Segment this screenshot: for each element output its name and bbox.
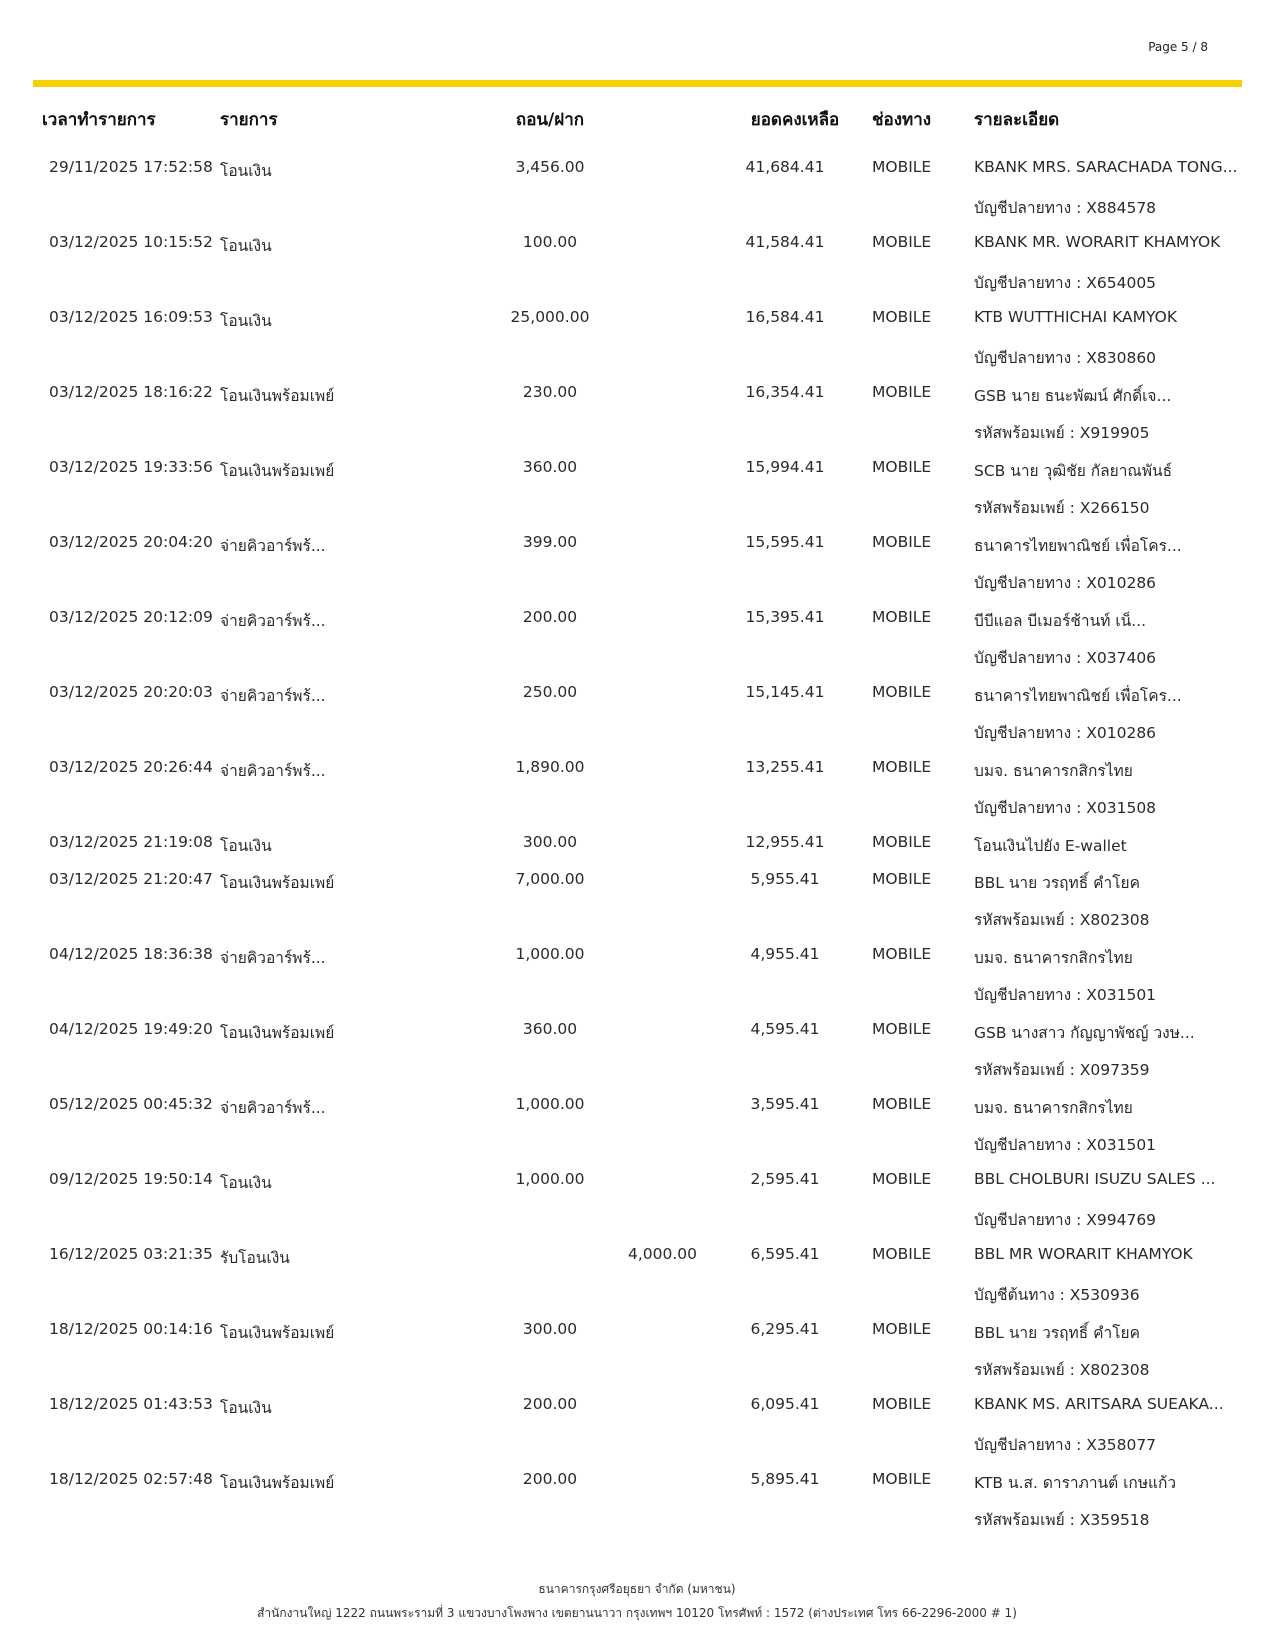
row-balance: 6,295.41 [750, 1320, 820, 1338]
row-balance: 15,145.41 [745, 683, 825, 701]
table-row [0, 750, 1274, 825]
row-item: โอนเงิน [220, 162, 272, 180]
row-detail-account: รหัสพร้อมเพย์ : X802308 [974, 911, 1150, 929]
row-channel: MOBILE [872, 1170, 932, 1188]
row-detail: GSB นาย ธนะพัฒน์ ศักดิ์เจ... [974, 387, 1172, 405]
row-item: โอนเงินพร้อมเพย์ [220, 874, 335, 892]
row-balance: 6,095.41 [750, 1395, 820, 1413]
row-withdraw: 1,000.00 [515, 1170, 585, 1188]
row-balance: 16,584.41 [745, 308, 825, 326]
header-amount: ถอน/ฝาก [515, 110, 585, 130]
row-time: 16/12/2025 03:21:35 [49, 1245, 213, 1263]
row-detail: BBL นาย วรฤทธิ์ คำโยค [974, 874, 1141, 892]
row-detail: BBL นาย วรฤทธิ์ คำโยค [974, 1324, 1141, 1342]
row-detail: KBANK MRS. SARACHADA TONG... [974, 158, 1238, 176]
row-detail-account: บัญชีปลายทาง : X884578 [974, 199, 1157, 217]
row-time: 18/12/2025 00:14:16 [49, 1320, 213, 1338]
row-time: 09/12/2025 19:50:14 [49, 1170, 213, 1188]
row-detail: บมจ. ธนาคารกสิกรไทย [974, 1099, 1133, 1117]
row-detail-account: บัญชีปลายทาง : X654005 [974, 274, 1157, 292]
row-item: โอนเงิน [220, 837, 272, 855]
row-withdraw: 300.00 [522, 1320, 578, 1338]
row-detail: KTB น.ส. ดาราภานต์ เกษแก้ว [974, 1474, 1177, 1492]
row-balance: 41,584.41 [745, 233, 825, 251]
table-row [0, 150, 1274, 225]
row-item: โอนเงินพร้อมเพย์ [220, 387, 335, 405]
row-balance: 2,595.41 [750, 1170, 820, 1188]
row-detail-account: รหัสพร้อมเพย์ : X359518 [974, 1511, 1150, 1529]
row-withdraw: 1,890.00 [515, 758, 585, 776]
row-channel: MOBILE [872, 833, 932, 851]
table-row [0, 300, 1274, 375]
row-balance: 41,684.41 [745, 158, 825, 176]
row-detail: บมจ. ธนาคารกสิกรไทย [974, 762, 1133, 780]
row-detail-account: รหัสพร้อมเพย์ : X802308 [974, 1361, 1150, 1379]
table-row [0, 225, 1274, 300]
table-row [0, 525, 1274, 600]
row-detail-account: บัญชีปลายทาง : X037406 [974, 649, 1157, 667]
table-row [0, 1162, 1274, 1237]
header-channel: ช่องทาง [872, 110, 932, 130]
row-channel: MOBILE [872, 870, 932, 888]
row-time: 04/12/2025 19:49:20 [49, 1020, 213, 1038]
row-detail-account: บัญชีปลายทาง : X994769 [974, 1211, 1157, 1229]
table-row [0, 375, 1274, 450]
row-time: 03/12/2025 20:20:03 [49, 683, 213, 701]
row-time: 03/12/2025 16:09:53 [49, 308, 213, 326]
table-row [0, 825, 1274, 862]
row-detail-account: บัญชีปลายทาง : X010286 [974, 574, 1157, 592]
row-balance: 6,595.41 [750, 1245, 820, 1263]
table-row [0, 1312, 1274, 1387]
table-row [0, 675, 1274, 750]
row-channel: MOBILE [872, 1020, 932, 1038]
row-item: โอนเงินพร้อมเพย์ [220, 1474, 335, 1492]
row-detail-account: รหัสพร้อมเพย์ : X097359 [974, 1061, 1150, 1079]
row-detail: KTB WUTTHICHAI KAMYOK [974, 308, 1177, 326]
page-number: Page 5 / 8 [1148, 40, 1208, 54]
row-balance: 4,595.41 [750, 1020, 820, 1038]
row-detail: ธนาคารไทยพาณิชย์ เพื่อโคร... [974, 687, 1182, 705]
table-row [0, 1012, 1274, 1087]
row-time: 03/12/2025 20:26:44 [49, 758, 213, 776]
table-row [0, 862, 1274, 937]
row-detail-account: บัญชีปลายทาง : X010286 [974, 724, 1157, 742]
header-balance: ยอดคงเหลือ [750, 110, 840, 130]
row-balance: 13,255.41 [745, 758, 825, 776]
row-item: จ่ายคิวอาร์พร้... [220, 537, 326, 555]
row-item: โอนเงิน [220, 1399, 272, 1417]
table-row [0, 1237, 1274, 1312]
transaction-list [0, 150, 1274, 1537]
row-withdraw: 3,456.00 [515, 158, 585, 176]
row-time: 03/12/2025 20:04:20 [49, 533, 213, 551]
row-item: รับโอนเงิน [220, 1249, 290, 1267]
row-balance: 16,354.41 [745, 383, 825, 401]
row-channel: MOBILE [872, 308, 932, 326]
row-channel: MOBILE [872, 383, 932, 401]
row-withdraw: 100.00 [522, 233, 578, 251]
row-detail: BBL CHOLBURI ISUZU SALES ... [974, 1170, 1216, 1188]
row-item: โอนเงินพร้อมเพย์ [220, 1324, 335, 1342]
row-withdraw: 300.00 [522, 833, 578, 851]
row-time: 03/12/2025 18:16:22 [49, 383, 213, 401]
row-channel: MOBILE [872, 683, 932, 701]
row-withdraw: 7,000.00 [515, 870, 585, 888]
row-balance: 15,595.41 [745, 533, 825, 551]
row-detail: SCB นาย วุฒิชัย กัลยาณพันธ์ [974, 462, 1173, 480]
row-withdraw: 250.00 [522, 683, 578, 701]
row-detail: GSB นางสาว กัญญาพัชญ์ วงษ... [974, 1024, 1195, 1042]
row-withdraw: 200.00 [522, 608, 578, 626]
row-detail: KBANK MS. ARITSARA SUEAKA... [974, 1395, 1224, 1413]
row-item: จ่ายคิวอาร์พร้... [220, 1099, 326, 1117]
accent-bar [33, 80, 1242, 87]
row-channel: MOBILE [872, 458, 932, 476]
row-balance: 4,955.41 [750, 945, 820, 963]
row-item: โอนเงินพร้อมเพย์ [220, 1024, 335, 1042]
row-withdraw: 360.00 [522, 1020, 578, 1038]
row-balance: 3,595.41 [750, 1095, 820, 1113]
row-balance: 5,895.41 [750, 1470, 820, 1488]
table-row [0, 450, 1274, 525]
row-time: 03/12/2025 20:12:09 [49, 608, 213, 626]
footer-address: สำนักงานใหญ่ 1222 ถนนพระรามที่ 3 แขวงบางโพงพาง เขตยานนาวา กรุงเทพฯ 10120 โทรศัพท์ : 1572 (ต่างประเทศ โทร 66-2296-2000 # 1) [257, 1606, 1017, 1620]
row-channel: MOBILE [872, 1320, 932, 1338]
row-time: 03/12/2025 19:33:56 [49, 458, 213, 476]
row-channel: MOBILE [872, 233, 932, 251]
row-detail-account: รหัสพร้อมเพย์ : X919905 [974, 424, 1150, 442]
table-row [0, 1462, 1274, 1537]
row-detail-account: บัญชีปลายทาง : X830860 [974, 349, 1157, 367]
table-row [0, 1087, 1274, 1162]
row-item: จ่ายคิวอาร์พร้... [220, 762, 326, 780]
row-balance: 15,994.41 [745, 458, 825, 476]
row-detail: บมจ. ธนาคารกสิกรไทย [974, 949, 1133, 967]
row-withdraw: 25,000.00 [510, 308, 590, 326]
table-row [0, 937, 1274, 1012]
row-time: 29/11/2025 17:52:58 [49, 158, 213, 176]
row-item: จ่ายคิวอาร์พร้... [220, 612, 326, 630]
row-channel: MOBILE [872, 1095, 932, 1113]
row-detail: บีบีแอล บีเมอร์ช้านท์ เน็... [974, 612, 1147, 630]
row-time: 18/12/2025 02:57:48 [49, 1470, 213, 1488]
row-detail: โอนเงินไปยัง E-wallet [974, 837, 1127, 855]
row-detail-account: บัญชีปลายทาง : X031501 [974, 986, 1157, 1004]
row-channel: MOBILE [872, 533, 932, 551]
row-item: โอนเงิน [220, 1174, 272, 1192]
row-item: จ่ายคิวอาร์พร้... [220, 687, 326, 705]
row-channel: MOBILE [872, 1245, 932, 1263]
table-row [0, 1387, 1274, 1462]
row-withdraw: 200.00 [522, 1395, 578, 1413]
row-channel: MOBILE [872, 945, 932, 963]
row-detail-account: รหัสพร้อมเพย์ : X266150 [974, 499, 1150, 517]
row-detail: BBL MR WORARIT KHAMYOK [974, 1245, 1193, 1263]
row-channel: MOBILE [872, 758, 932, 776]
header-time: เวลาทำรายการ [42, 110, 156, 130]
row-detail-account: บัญชีปลายทาง : X031508 [974, 799, 1157, 817]
row-detail: ธนาคารไทยพาณิชย์ เพื่อโคร... [974, 537, 1182, 555]
row-channel: MOBILE [872, 158, 932, 176]
header-item: รายการ [220, 110, 278, 130]
header-detail: รายละเอียด [974, 110, 1060, 130]
row-channel: MOBILE [872, 1395, 932, 1413]
row-item: จ่ายคิวอาร์พร้... [220, 949, 326, 967]
row-balance: 15,395.41 [745, 608, 825, 626]
row-time: 18/12/2025 01:43:53 [49, 1395, 213, 1413]
row-detail-account: บัญชีปลายทาง : X358077 [974, 1436, 1157, 1454]
row-balance: 5,955.41 [750, 870, 820, 888]
row-withdraw: 360.00 [522, 458, 578, 476]
row-balance: 12,955.41 [745, 833, 825, 851]
row-withdraw: 1,000.00 [515, 945, 585, 963]
row-time: 04/12/2025 18:36:38 [49, 945, 213, 963]
row-withdraw: 1,000.00 [515, 1095, 585, 1113]
row-channel: MOBILE [872, 1470, 932, 1488]
row-time: 03/12/2025 21:20:47 [49, 870, 213, 888]
row-withdraw: 200.00 [522, 1470, 578, 1488]
footer-bank-name: ธนาคารกรุงศรีอยุธยา จำกัด (มหาชน) [538, 1582, 736, 1596]
row-withdraw: 230.00 [522, 383, 578, 401]
row-item: โอนเงินพร้อมเพย์ [220, 462, 335, 480]
row-item: โอนเงิน [220, 237, 272, 255]
row-detail: KBANK MR. WORARIT KHAMYOK [974, 233, 1221, 251]
row-deposit: 4,000.00 [627, 1245, 698, 1263]
row-time: 03/12/2025 21:19:08 [49, 833, 213, 851]
row-detail-account: บัญชีปลายทาง : X031501 [974, 1136, 1157, 1154]
row-withdraw: 399.00 [522, 533, 578, 551]
row-time: 03/12/2025 10:15:52 [49, 233, 213, 251]
row-detail-account: บัญชีต้นทาง : X530936 [974, 1286, 1140, 1304]
row-channel: MOBILE [872, 608, 932, 626]
row-item: โอนเงิน [220, 312, 272, 330]
table-row [0, 600, 1274, 675]
row-time: 05/12/2025 00:45:32 [49, 1095, 213, 1113]
